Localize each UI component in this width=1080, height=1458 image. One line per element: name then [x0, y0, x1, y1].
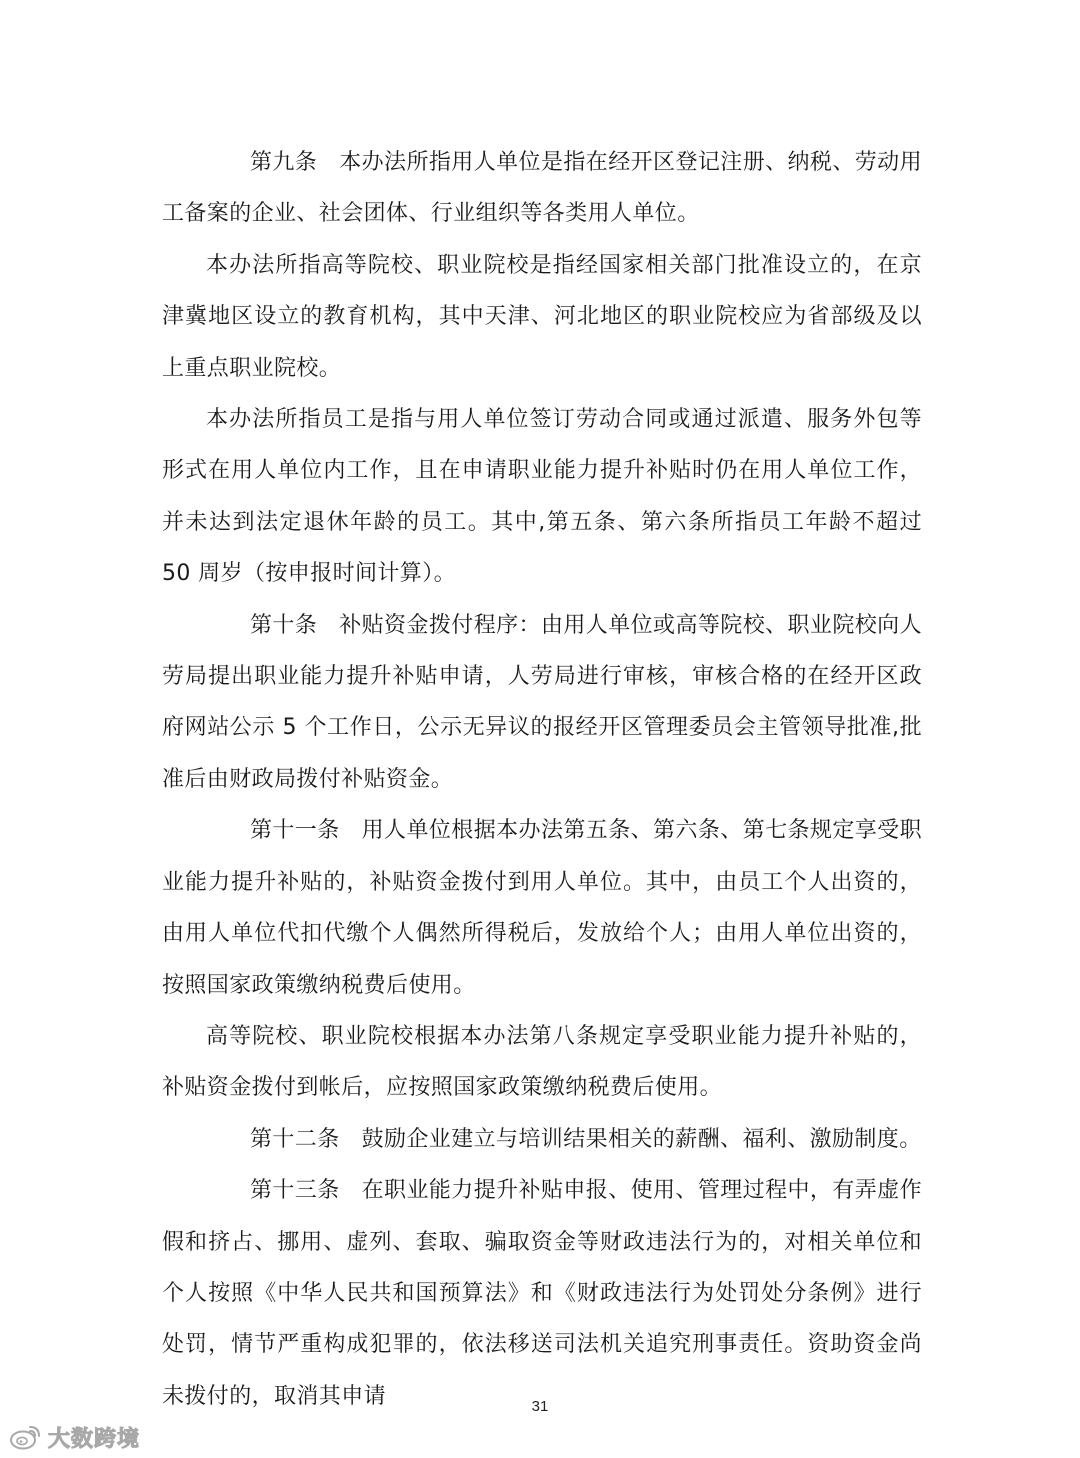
watermark: [8, 1422, 140, 1452]
document-body: [162, 137, 922, 1422]
article-label: 第九条: [250, 150, 318, 175]
paragraph-text: 高等院校、职业院校根据本办法第八条规定享受职业能力提升补贴的，补贴资金拨付到帐后，应按照国家政策缴纳税费后使用。: [162, 1023, 922, 1101]
weibo-logo-icon: [8, 1423, 42, 1451]
article-paragraph: [162, 394, 922, 600]
watermark-text: 大数跨境: [48, 1426, 141, 1452]
paragraph-text: 在职业能力提升补贴申报、使用、管理过程中，有弄虚作假和挤占、挪用、虚列、套取、骗取资金等财政违法行为的，对相关单位和个人按照《中华人民共和国预算法》和《财政违法行为处罚处分条例》进行处罚，情节严重构成犯罪的，依法移送司法机关追究刑事责任。资助资金尚未拨付的，取消其申请: [162, 1178, 922, 1409]
article-paragraph: [162, 1114, 922, 1165]
paragraph-text: 本办法所指员工是指与用人单位签订劳动合同或通过派遣、服务外包等形式在用人单位内工作，且在申请职业能力提升补贴时仍在用人单位工作，并未达到法定退休年龄的员工。其中,第五条、第六条所指员工年龄不超过 50 周岁（按申报时间计算）。: [162, 407, 922, 587]
page-number: 31: [531, 1398, 549, 1415]
article-label: 第十条: [250, 612, 318, 638]
paragraph-text: 本办法所指高等院校、职业院校是指经国家相关部门批准设立的，在京津冀地区设立的教育机构，其中天津、河北地区的职业院校应为省部级及以上重点职业院校。: [162, 252, 922, 381]
article-paragraph: [162, 600, 922, 806]
article-label: 第十二条: [250, 1126, 340, 1152]
paragraph-text: 用人单位根据本办法第五条、第六条、第七条规定享受职业能力提升补贴的，补贴资金拨付到用人单位。其中，由员工个人出资的，由用人单位代扣代缴个人偶然所得税后，发放给个人；由用人单位出资的，按照国家政策缴纳税费后使用。: [162, 818, 922, 998]
article-paragraph: [162, 1165, 922, 1422]
article-paragraph: [162, 240, 922, 394]
paragraph-text: 本办法所指用人单位是指在经开区登记注册、纳税、劳动用工备案的企业、社会团体、行业组织等各类用人单位。: [162, 150, 922, 227]
paragraph-text: 鼓励企业建立与培训结果相关的薪酬、福利、激励制度。: [361, 1126, 922, 1152]
article-paragraph: [162, 1011, 922, 1114]
article-paragraph: [162, 805, 922, 1011]
paragraph-text: 补贴资金拨付程序：由用人单位或高等院校、职业院校向人劳局提出职业能力提升补贴申请，人劳局进行审核，审核合格的在经开区政府网站公示 5 个工作日，公示无异议的报经开区管理委员会主管领导批准,批准后由财政局拨付补贴资金。: [162, 612, 922, 792]
article-label: 第十一条: [250, 818, 340, 844]
article-label: 第十三条: [250, 1178, 340, 1204]
article-paragraph: [162, 137, 922, 240]
